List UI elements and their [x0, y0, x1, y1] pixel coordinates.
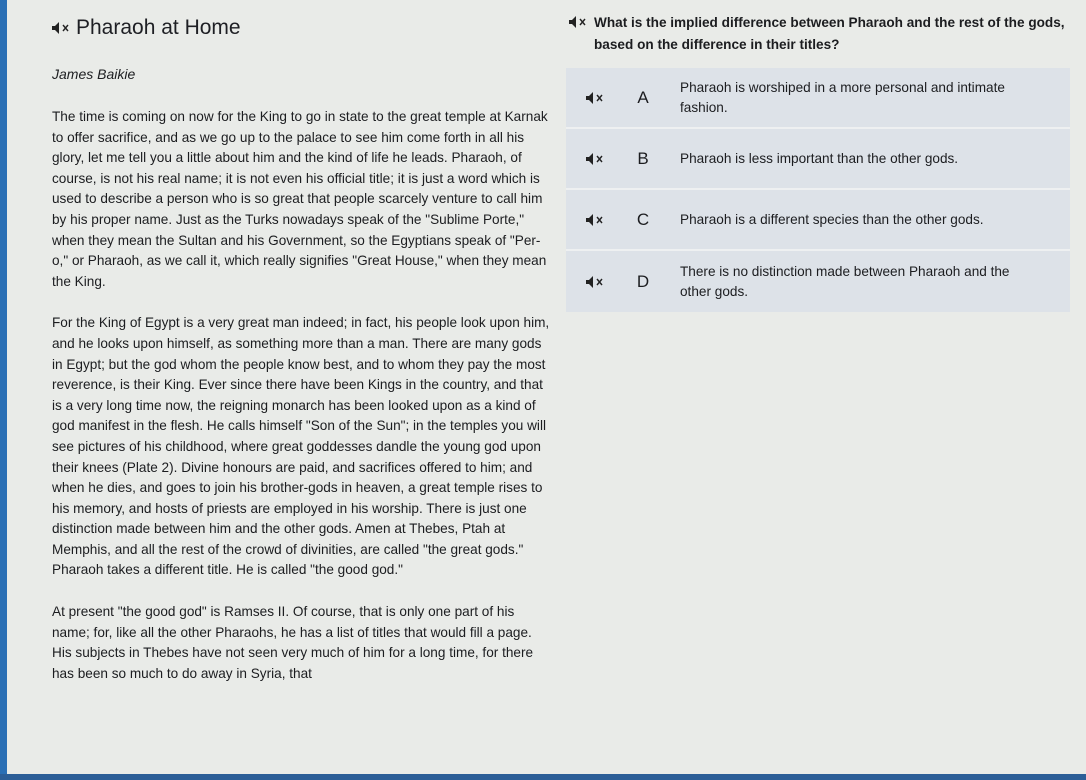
passage-paragraph: For the King of Egypt is a very great man indeed; in fact, his people look upon him, and he looks upon himself, as something more than a man. There are many gods in Egypt; but the god whom the people know best, and to whom they pay the most reverence, is their King. Ever since there have been Kings in the country, and that is a very long time now, the reigning monarch has been looked upon as a kind of god manifest in the flesh. He calls himself "Son of the Sun"; in the temples you will see pictures of his childhood, where great goddesses dandle the young god upon their knees (Plate 2). Divine honours are paid, and sacrifices offered to him; and when he dies, and goes to join his brother-gods in heaven, a great temple rises to his memory, and hosts of priests are employed in his worship. There is just one distinction made between him and the other gods. Amen at Thebes, Ptah at Memphis, and all the rest of the crowd of divinities, are called "the great gods." Pharaoh takes a different title. He is called "the good god."	[52, 315, 550, 578]
speaker-icon[interactable]	[584, 211, 606, 229]
speaker-icon[interactable]	[50, 19, 72, 37]
passage-header	[50, 16, 241, 40]
question-prompt	[568, 12, 1068, 56]
answer-choice-d[interactable]	[566, 251, 1070, 312]
speaker-icon[interactable]	[584, 89, 606, 107]
answer-choices	[566, 68, 1070, 312]
choice-letter: B	[637, 148, 649, 168]
choice-text: Pharaoh is a different species than the other gods.	[680, 211, 984, 227]
choice-text: Pharaoh is less important than the other gods.	[680, 150, 959, 166]
passage-body	[52, 107, 552, 705]
answer-choice-c[interactable]	[566, 190, 1070, 251]
answer-choice-b[interactable]	[566, 129, 1070, 190]
choice-letter: A	[637, 87, 649, 107]
passage-paragraph: At present "the good god" is Ramses II. Of course, that is only one part of his name; for, like all the other Pharaohs, he has a list of titles that would fill a page. His subjects in Thebes have not seen very much of him for a long time, for there has been so much to do away in Syria, that	[52, 604, 534, 681]
speaker-icon[interactable]	[568, 13, 588, 31]
speaker-icon[interactable]	[584, 273, 606, 291]
passage-paragraph: The time is coming on now for the King to go in state to the great temple at Karnak to offer sacrifice, and as we go up to the palace to see him come forth in all his glory, let me tell you a little about him and the kind of life he leads. Pharaoh, of course, is not his real name; it is not even his official title; it is just a word which is used to describe a person who is so great that people scarcely venture to call him by his proper name. Just as the Turks nowadays speak of the "Sublime Porte," when they mean the Sultan and his Government, so the Egyptians speak of "Per-o," or Pharaoh, as we call it, which really signifies "Great House," when they mean the King.	[52, 109, 548, 289]
passage-author: James Baikie	[52, 66, 136, 82]
reading-passage	[50, 0, 570, 774]
choice-text: Pharaoh is worshiped in a more personal and intimate fashion.	[680, 79, 1005, 115]
answer-choice-a[interactable]	[566, 68, 1070, 129]
left-window-edge	[0, 0, 7, 780]
passage-title: Pharaoh at Home	[76, 16, 241, 39]
bottom-window-edge	[0, 774, 1086, 780]
choice-letter: C	[636, 209, 650, 229]
question-text: What is the implied difference between Pharaoh and the rest of the gods, based on the difference in their titles?	[594, 15, 1065, 52]
choice-letter: D	[636, 271, 650, 291]
speaker-icon[interactable]	[584, 150, 606, 168]
choice-text: There is no distinction made between Pharaoh and the other gods.	[680, 263, 1010, 299]
